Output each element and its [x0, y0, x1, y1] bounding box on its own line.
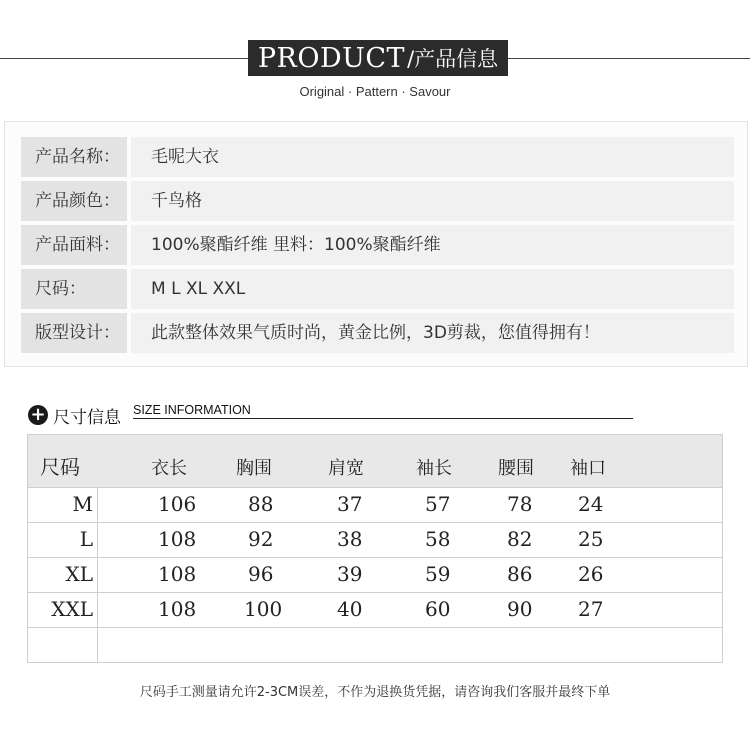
size-title-en: SIZE INFORMATION: [133, 403, 251, 417]
size-cell: L: [79, 527, 93, 551]
table-cell: 108: [158, 527, 197, 551]
table-cell: 25: [578, 527, 604, 551]
table-row: [28, 592, 722, 627]
table-cell: 57: [425, 492, 451, 516]
table-cell: 108: [158, 562, 197, 586]
info-value: 毛呢大衣: [131, 137, 734, 177]
table-cell: 78: [507, 492, 533, 516]
info-row-size: [21, 269, 734, 309]
table-cell: 100: [244, 597, 283, 621]
header-cell: 衣长: [151, 458, 187, 479]
table-cell: 27: [578, 597, 604, 621]
product-info-panel: [4, 121, 748, 367]
info-label: 尺码：: [21, 269, 127, 309]
info-value: M L XL XXL: [131, 269, 734, 309]
table-row: [28, 522, 722, 557]
header-cell: 胸围: [236, 458, 272, 479]
size-title-cn: 尺寸信息: [53, 408, 121, 428]
size-cell: M: [72, 492, 93, 516]
table-cell: 108: [158, 597, 197, 621]
column-divider: [97, 487, 98, 662]
table-cell: 86: [507, 562, 533, 586]
table-cell: 58: [425, 527, 451, 551]
table-cell: 82: [507, 527, 533, 551]
table-cell: 92: [248, 527, 274, 551]
table-cell: 38: [337, 527, 363, 551]
info-row-name: [21, 137, 734, 177]
table-cell: 37: [337, 492, 363, 516]
info-value: 千鸟格: [131, 181, 734, 221]
size-cell: XXL: [51, 597, 93, 621]
plus-icon: +: [28, 405, 48, 425]
page-title: [248, 40, 508, 76]
table-cell: 88: [248, 492, 274, 516]
header-cell: 袖口: [570, 458, 606, 479]
size-section-heading: [28, 401, 628, 427]
table-cell: 39: [337, 562, 363, 586]
header-cell: 袖长: [416, 458, 452, 479]
title-en: PRODUCT: [257, 42, 406, 74]
header-cell: 尺码: [40, 455, 80, 479]
table-row: [28, 557, 722, 592]
table-row: [28, 487, 722, 522]
info-label: 产品面料：: [21, 225, 127, 265]
page-subtitle: Original · Pattern · Savour: [299, 84, 451, 99]
table-cell: 59: [425, 562, 451, 586]
info-label: 产品名称：: [21, 137, 127, 177]
header-line-right: [508, 58, 750, 59]
table-cell: 24: [578, 492, 604, 516]
table-cell: 60: [425, 597, 451, 621]
table-cell: 26: [578, 562, 604, 586]
info-row-fabric: [21, 225, 734, 265]
info-label: 版型设计：: [21, 313, 127, 353]
info-value: 100%聚酯纤维 里料：100%聚酯纤维: [131, 225, 734, 265]
table-cell: 106: [158, 492, 197, 516]
header-cell: 肩宽: [328, 458, 364, 479]
header-line-left: [0, 58, 248, 59]
table-cell: 90: [507, 597, 533, 621]
heading-underline: [133, 418, 633, 419]
table-cell: 40: [337, 597, 363, 621]
header-cell: 腰围: [498, 458, 534, 479]
info-row-design: [21, 313, 734, 353]
table-row-empty: [28, 627, 722, 662]
info-label: 产品颜色：: [21, 181, 127, 221]
size-table: [27, 434, 723, 663]
title-cn: /产品信息: [407, 47, 499, 71]
size-cell: XL: [65, 562, 93, 586]
info-row-color: [21, 181, 734, 221]
table-header: [28, 435, 722, 487]
footnote: 尺码手工测量请允许2-3CM误差，不作为退换货凭据，请咨询我们客服并最终下单: [139, 685, 611, 700]
table-cell: 96: [248, 562, 274, 586]
info-value: 此款整体效果气质时尚，黄金比例，3D剪裁，您值得拥有！: [131, 313, 734, 353]
